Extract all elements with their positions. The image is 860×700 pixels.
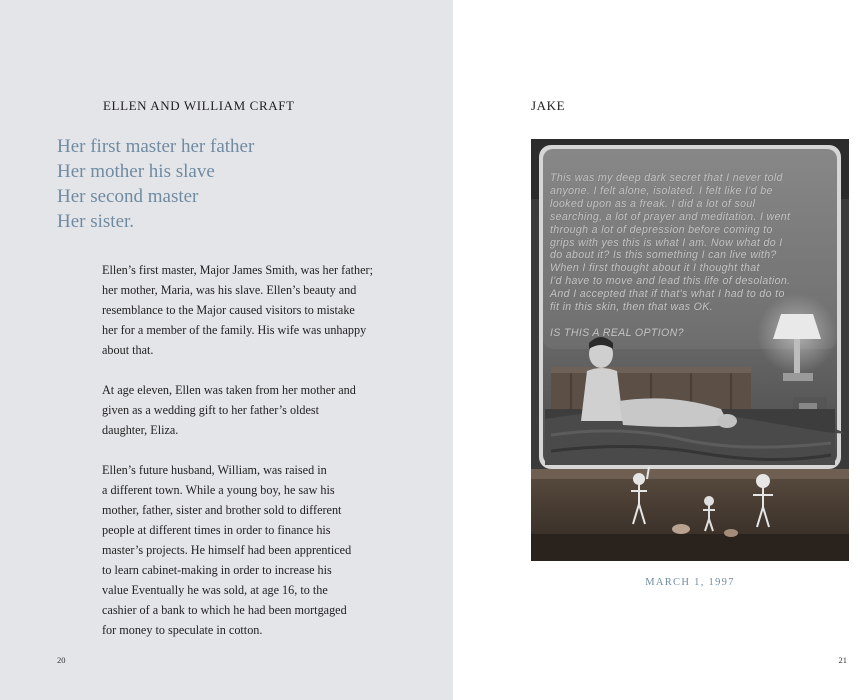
poem-line: Her first master her father: [57, 136, 255, 157]
quote-line: When I first thought about it I thought that: [550, 262, 760, 275]
quote-line: searching, a lot of prayer and meditation. I went: [550, 210, 791, 223]
paragraph-2: [102, 380, 377, 440]
text-line: mother, father, sister and brother sold to different: [102, 503, 342, 517]
poem: [57, 134, 254, 234]
portrait-photo: [531, 139, 849, 561]
quote-line: anyone. I felt alone, isolated. I felt like I'd be: [550, 184, 773, 197]
photo-quote: [550, 172, 835, 340]
text-line: value Eventually he was sold, at age 16, to the: [102, 583, 328, 597]
text-line: a different town. While a young boy, he saw his: [102, 483, 335, 497]
text-line: given as a wedding gift to her father’s oldest: [102, 403, 320, 417]
text-line: master’s projects. He himself had been apprenticed: [102, 543, 352, 557]
photo-caption: MARCH 1, 1997: [645, 577, 735, 588]
text-line: Ellen’s first master, Major James Smith, was her father;: [102, 263, 373, 277]
text-line: people at different times in order to finance his: [102, 523, 331, 537]
right-running-head: JAKE: [531, 98, 566, 113]
poem-line: Her sister.: [57, 211, 135, 232]
paragraph-1: [102, 260, 377, 360]
quote-line: through a lot of depression before coming to: [550, 223, 773, 236]
text-line: about that.: [102, 343, 154, 357]
page-number-left: 20: [57, 655, 66, 665]
page-number-right: 21: [838, 655, 847, 665]
body-text: [102, 260, 377, 660]
quote-line: grips with yes this is what I am. Now what do I: [550, 236, 783, 249]
text-line: for money to speculate in cotton.: [102, 623, 263, 637]
paragraph-3: [102, 460, 377, 640]
poem-line: Her mother his slave: [57, 161, 215, 182]
left-running-head: ELLEN AND WILLIAM CRAFT: [103, 98, 295, 113]
text-line: resemblance to the Major caused visitors to mistake: [102, 303, 355, 317]
text-line: cashier of a bank to which he had been mortgaged: [102, 603, 347, 617]
quote-line: This was my deep dark secret that I never told: [550, 172, 783, 184]
quote-line: looked upon as a freak. I did a lot of soul: [550, 197, 756, 210]
text-line: At age eleven, Ellen was taken from her mother and: [102, 383, 356, 397]
right-page: [453, 0, 860, 700]
poem-line: Her second master: [57, 186, 199, 207]
quote-line: And I accepted that if that's what I had to do to: [550, 288, 785, 301]
text-line: daughter, Eliza.: [102, 423, 179, 437]
quote-line: fit in this skin, then that was OK.: [550, 301, 713, 314]
text-line: Ellen’s future husband, William, was raised in: [102, 463, 327, 477]
quote-line: do about it? Is this something I can live with?: [550, 249, 777, 262]
text-line: to learn cabinet-making in order to increase his: [102, 563, 332, 577]
text-line: her mother, Maria, was his slave. Ellen’s beauty and: [102, 283, 357, 297]
quote-question: IS THIS A REAL OPTION?: [550, 326, 684, 339]
text-line: her for a member of the family. His wife was unhappy: [102, 323, 367, 337]
quote-line: I'd have to move and lead this life of desolation.: [550, 275, 791, 288]
